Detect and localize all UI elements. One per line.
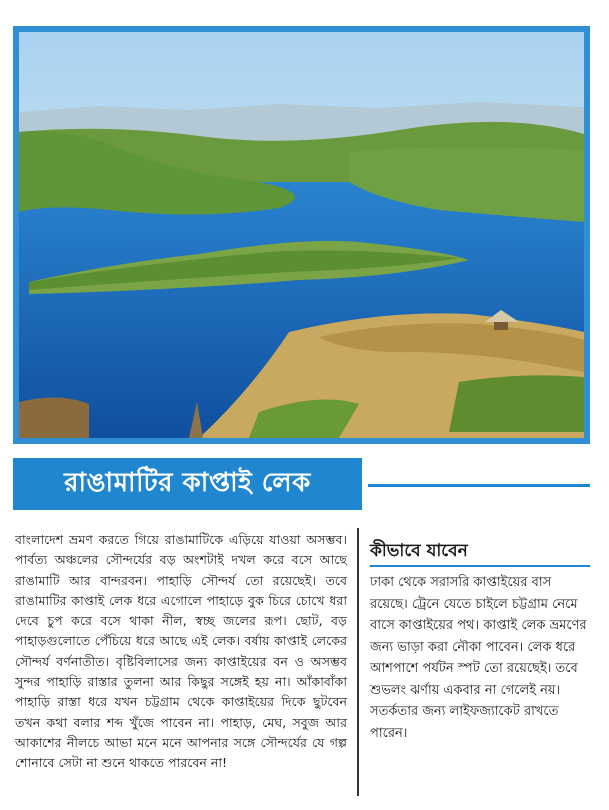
article-body: বাংলাদেশ ভ্রমণ করতে গিয়ে রাঙামাটিকে এড়িয়ে যাওয়া অসম্ভব। পার্বত্য অঞ্চলের সৌন্দর্যের বড় অংশটাই দখল করে বসে আছে রাঙামাটি আর বান্দরবন। পাহাড়ি সৌন্দর্য তো রয়েছেই। তবে রাঙামাটির কাপ্তাই লেক ধরে এগোলে পাহাড়ে বুক চিরে চোখে ধরা দেবে চুপ করে বসে থাকা নীল, স্বচ্ছ জলের রূপ। ছোট, বড় পাহাড়গুলোতে পেঁচিয়ে ধরে আছে এই লেক। বর্ষায় কাপ্তাই লেকের সৌন্দর্য বর্ণনাতীত। বৃষ্টিবিলাসের জন্য কাপ্তাইয়ের বন ও অসম্ভব সুন্দর পাহাড়ি রাস্তার তুলনা আর কিছুর সঙ্গেই হয় না। আঁকাবাঁকা পাহাড়ি রাস্তা ধরে যখন চট্টগ্রাম থেকে কাপ্তাইয়ের দিকে ছুটবেন তখন কথা বলার শব্দ খুঁজে পাবেন না। পাহাড়, মেঘ, সবুজ আর আকাশের নীলচে আভা মনে মনে আপনার সঙ্গে সৌন্দর্যের যে গল্প শোনাবে সেটা না শুনে থাকতে পারবেন না! — [15, 532, 347, 771]
sidebar-heading: কীভাবে যাবেন — [370, 541, 468, 561]
article-title-bar — [13, 458, 362, 510]
column-divider — [357, 528, 359, 796]
sidebar-rule — [370, 565, 590, 567]
lake-photo — [19, 32, 584, 438]
title-rule — [368, 484, 590, 487]
article-title: রাঙামাটির কাপ্তাই লেক — [64, 468, 311, 498]
sidebar-body: ঢাকা থেকে সরাসরি কাপ্তাইয়ের বাস রয়েছে। ট্রেনে যেতে চাইলে চট্টগ্রাম নেমে বাসে কাপ্তাইয়ের পথ। কাপ্তাই লেক ভ্রমণের জন্য ভাড়া করা নৌকা পাবেন। লেক ধরে আশপাশে পর্যটন স্পট তো রয়েছেই। তবে শুভলং ঝর্ণায় একবার না গেলেই নয়। সতর্কতার জন্য লাইফজ্যাকেট রাখতে পারেন। — [370, 575, 587, 741]
lake-photo-frame — [13, 26, 590, 444]
